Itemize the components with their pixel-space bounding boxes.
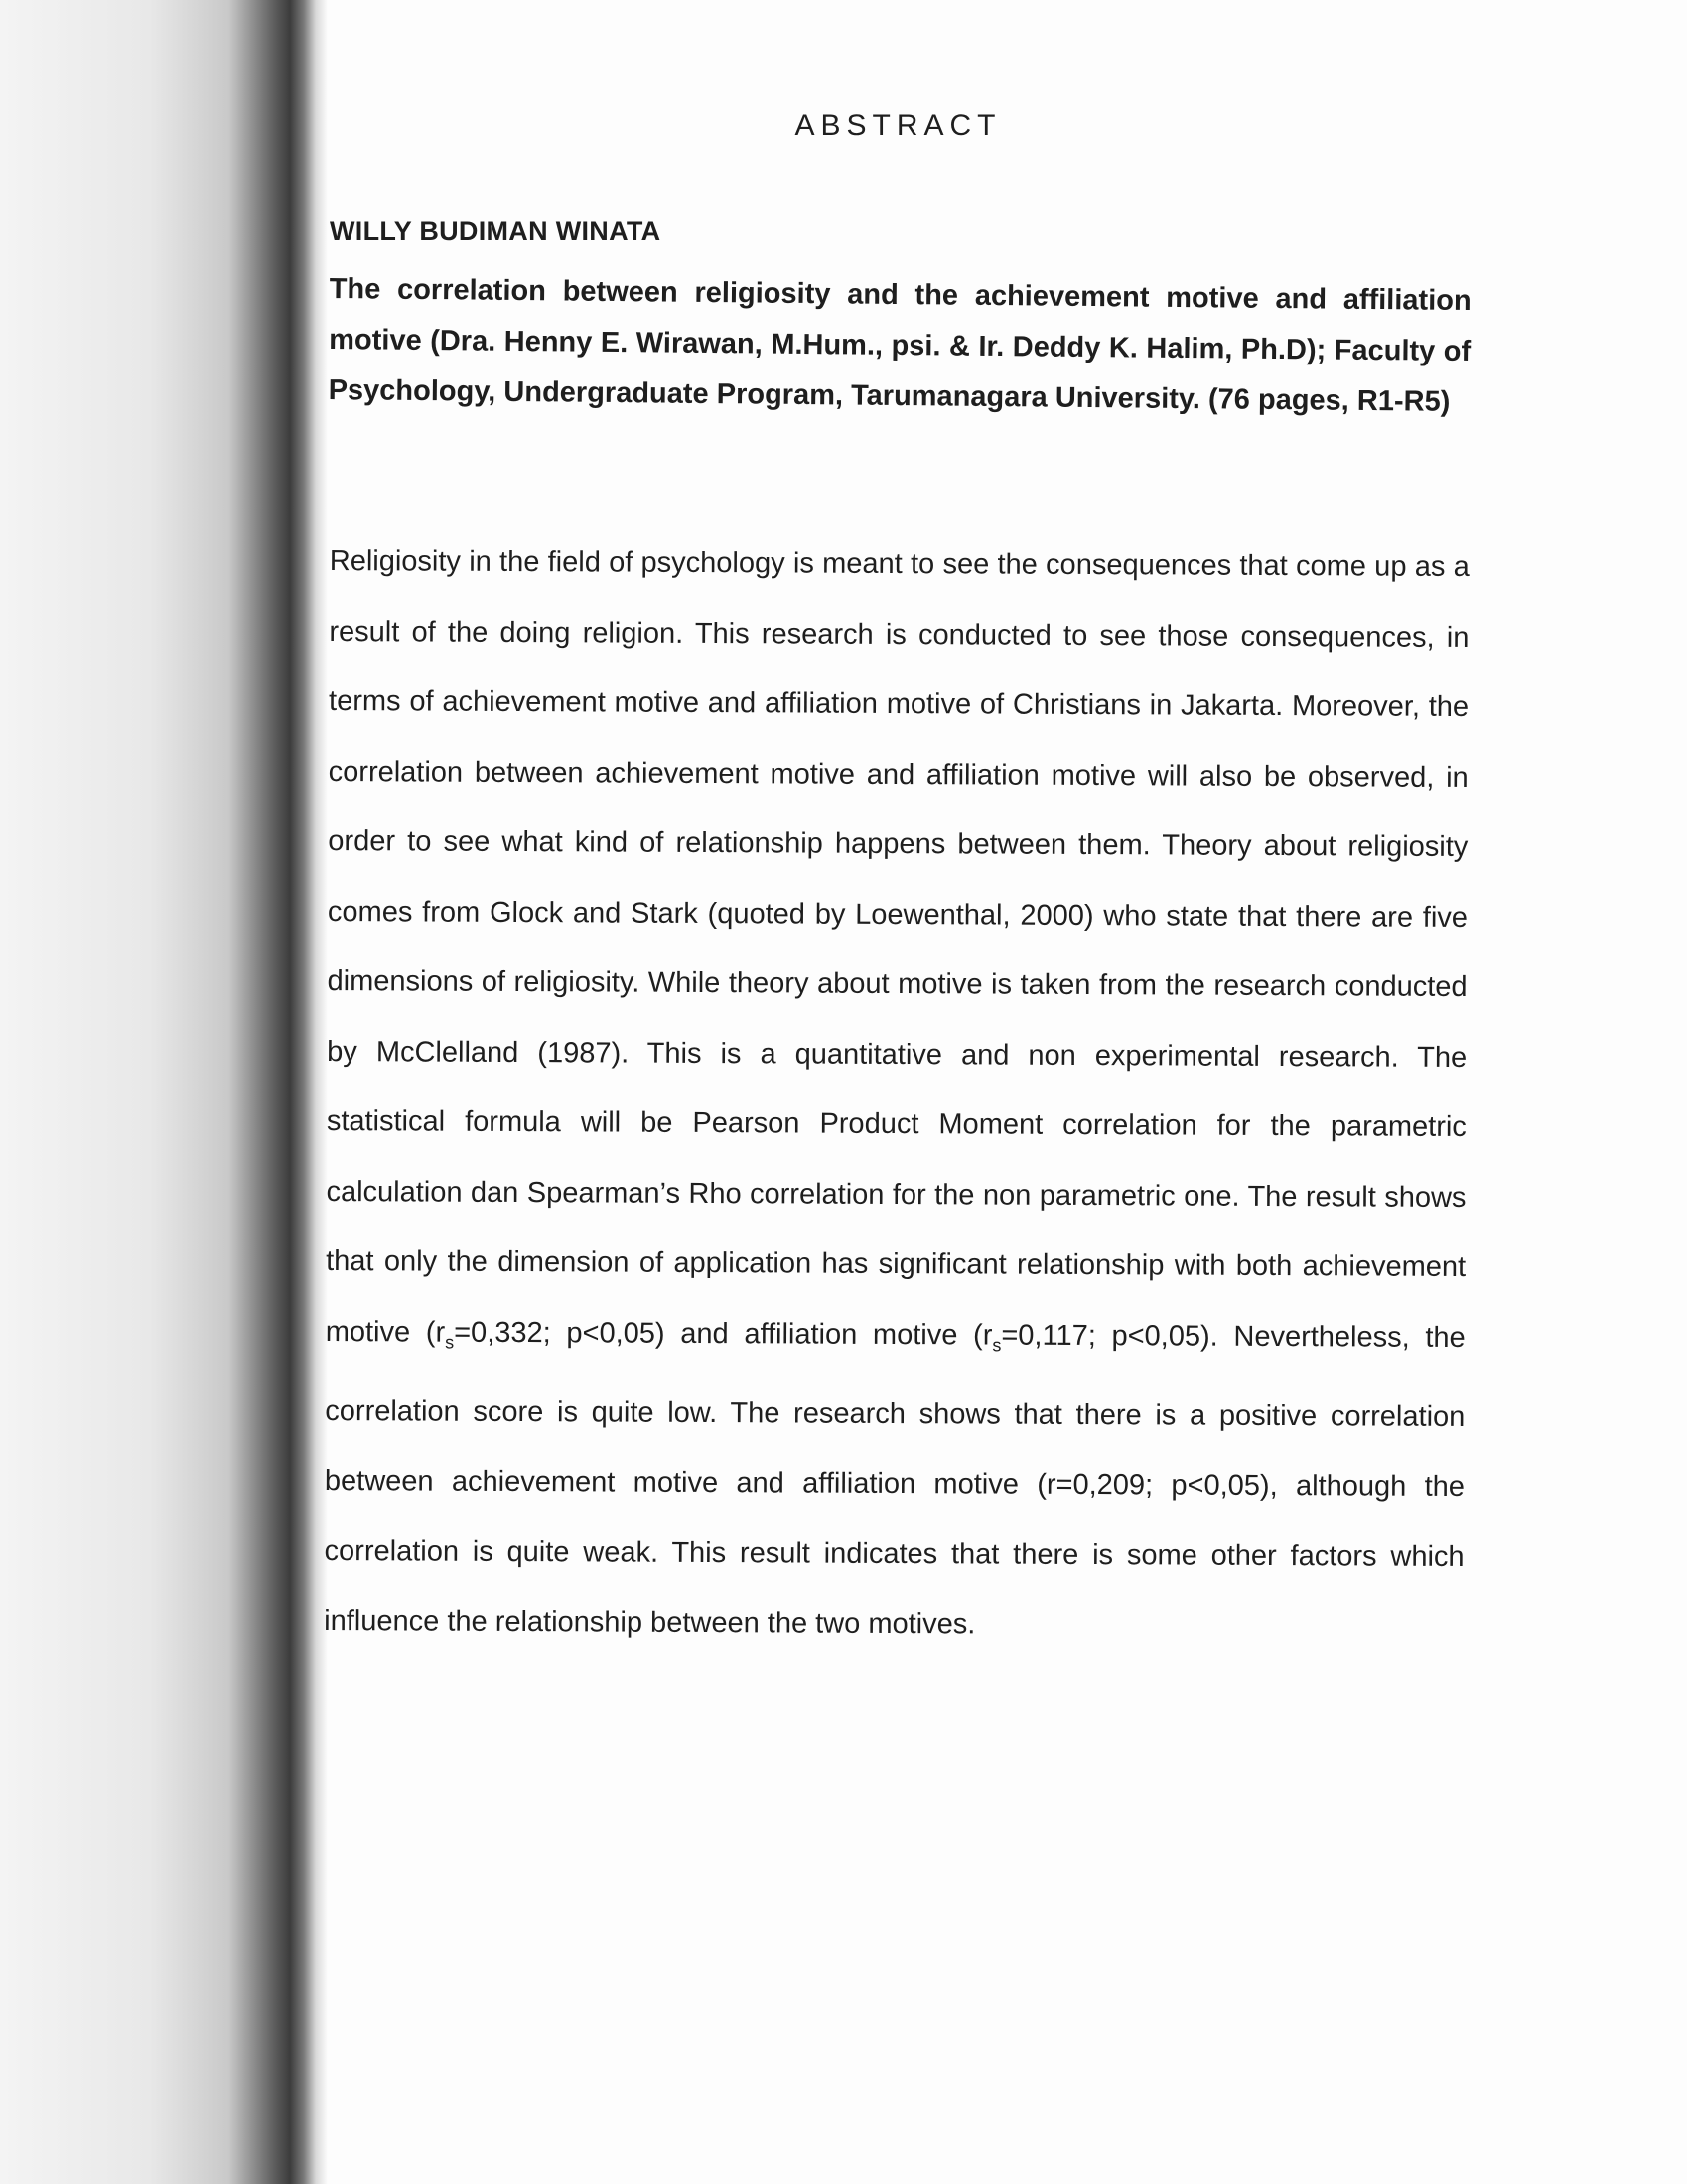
author-name: WILLY BUDIMAN WINATA <box>330 217 661 246</box>
abstract-text-part-3: =0,117; p<0,05). Nevertheless, the correlation score is quite low. The research shows that there is a positive correlation between achievement motive and affiliation motive (r=0,209; p<0,05), although the correlation is quite weak. This result indicates that there is some other factors which influence the relationship between the two motives. <box>324 1319 1466 1641</box>
abstract-text-part-2: =0,332; p<0,05) and affiliation motive (r <box>454 1316 993 1352</box>
abstract-text-part-1: Religiosity in the field of psychology is meant to see the consequences that come up as a result of the doing religion. This research is conducted to see those consequences, in terms of achievement motive and affiliation motive of Christians in Jakarta. Moreover, the correlation between achievement motive and affiliation motive will also be observed, in order to see what kind of relationship happens between them. Theory about religiosity comes from Glock and Stark (quoted by Loewenthal, 2000) who state that there are five dimensions of religiosity. While theory about motive is taken from the research conducted by McClelland (1987). This is a quantitative and non experimental research. The statistical formula will be Pearson Product Moment correlation for the parametric calculation dan Spearman’s Rho correlation for the non parametric one. The result shows that only the dimension of application has significant relationship with both achievement motive (r <box>325 544 1470 1349</box>
binding-shadow <box>0 0 328 2184</box>
subscript-s-2: s <box>992 1334 1002 1355</box>
page-title: ABSTRACT <box>794 109 1002 142</box>
subscript-s-1: s <box>445 1331 455 1352</box>
abstract-body <box>324 526 1470 1663</box>
thesis-info: The correlation between religiosity and the achievement motive and affiliation motive (Dra. Henny E. Wirawan, M.Hum., psi. & Ir. Deddy K. Halim, Ph.D); Faculty of Psychology, Undergraduate Program, Tarumanagara University. (76 pages, R1-R5) <box>328 272 1472 418</box>
